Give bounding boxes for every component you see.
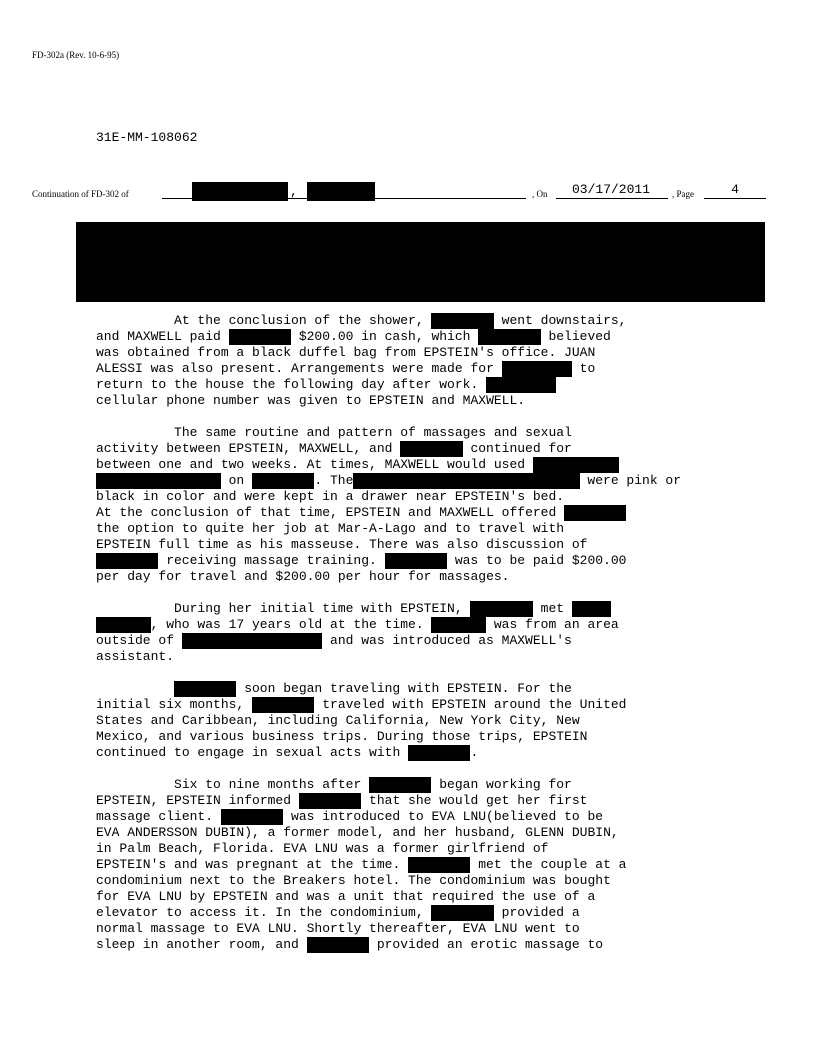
text-run: began working for (431, 777, 572, 792)
text-line (96, 681, 756, 697)
paragraph (96, 601, 756, 665)
text-line (96, 921, 756, 937)
text-run: . (470, 745, 479, 760)
text-line (96, 697, 756, 713)
text-run: During her initial time with EPSTEIN, (96, 601, 471, 616)
redaction (307, 937, 369, 953)
text-line (96, 633, 756, 649)
redaction (221, 809, 283, 825)
text-run: States and Caribbean, including California, New York City, New (96, 713, 580, 728)
redaction (252, 697, 314, 713)
text-line (96, 601, 756, 617)
text-run: EPSTEIN full time as his masseuse. There was also discussion of (96, 537, 588, 552)
paragraph (96, 681, 756, 761)
text-run: went downstairs, (493, 313, 627, 328)
redaction (252, 473, 314, 489)
redaction (96, 617, 151, 633)
text-run: met (532, 601, 572, 616)
redaction (400, 441, 462, 457)
subject-comma: , (290, 184, 298, 199)
text-run: $200.00 in cash, which (291, 329, 479, 344)
paragraph (96, 777, 756, 953)
text-run: EPSTEIN, EPSTEIN informed (96, 793, 299, 808)
text-line (96, 713, 756, 729)
text-line (96, 521, 756, 537)
file-number: 31E-MM-108062 (96, 130, 198, 145)
text-run: believed (540, 329, 611, 344)
text-run: provided a (493, 905, 580, 920)
paragraph (96, 425, 756, 585)
text-line (96, 441, 756, 457)
text-line (96, 361, 756, 377)
report-body (96, 313, 756, 969)
page-label: , Page (672, 189, 694, 199)
text-run: Six to nine months after (96, 777, 370, 792)
text-line (96, 329, 756, 345)
text-line (96, 489, 756, 505)
text-line (96, 873, 756, 889)
text-line (96, 393, 756, 409)
text-run: assistant. (96, 649, 175, 664)
text-line (96, 825, 756, 841)
text-run: Mexico, and various business trips. During those trips, EPSTEIN (96, 729, 588, 744)
text-line (96, 457, 756, 473)
redaction (478, 329, 540, 345)
text-run: At the conclusion of that time, EPSTEIN and MAXWELL offered (96, 505, 565, 520)
text-line (96, 729, 756, 745)
text-line (96, 617, 756, 633)
redaction (431, 617, 486, 633)
redaction (533, 457, 619, 473)
text-run: to (571, 361, 596, 376)
redaction (369, 777, 431, 793)
text-run: initial six months, (96, 697, 253, 712)
redaction (502, 361, 572, 377)
text-run: between one and two weeks. At times, MAXWELL would used (96, 457, 533, 472)
on-label: , On (532, 189, 548, 199)
text-run: black in color and were kept in a drawer near EPSTEIN's bed. (96, 489, 565, 504)
text-run: was to be paid $200.00 (447, 553, 627, 568)
text-line (96, 425, 756, 441)
text-run: per day for travel and $200.00 per hour for massages. (96, 569, 510, 584)
text-run: activity between EPSTEIN, MAXWELL, and (96, 441, 401, 456)
redaction (431, 313, 493, 329)
redaction (408, 857, 470, 873)
redaction (229, 329, 291, 345)
text-line (96, 377, 756, 393)
text-run: were pink or (579, 473, 682, 488)
redaction (564, 505, 626, 521)
text-run: At the conclusion of the shower, (96, 313, 432, 328)
text-run: EPSTEIN's and was pregnant at the time. (96, 857, 409, 872)
redaction (470, 601, 532, 617)
text-run: met the couple at a (470, 857, 627, 872)
text-run: receiving massage training. (158, 553, 385, 568)
text-line (96, 905, 756, 921)
text-run: was obtained from a black duffel bag from EPSTEIN's office. JUAN (96, 345, 596, 360)
text-run: that she would get her first (361, 793, 588, 808)
text-run: elevator to access it. In the condominium, (96, 905, 432, 920)
text-line (96, 473, 756, 489)
text-line (96, 553, 756, 569)
redaction (408, 745, 470, 761)
redaction (486, 377, 556, 393)
redaction (385, 553, 447, 569)
page-number: 4 (731, 182, 739, 197)
text-run: for EVA LNU by EPSTEIN and was a unit that required the use of a (96, 889, 596, 904)
redaction (192, 182, 288, 201)
text-line (96, 313, 756, 329)
text-line (96, 857, 756, 873)
text-run: and MAXWELL paid (96, 329, 229, 344)
text-run: soon began traveling with EPSTEIN. For the (236, 681, 572, 696)
text-run: continued for (462, 441, 572, 456)
text-run: ALESSI was also present. Arrangements were made for (96, 361, 502, 376)
text-line (96, 537, 756, 553)
text-run: the option to quite her job at Mar-A-Lago and to travel with (96, 521, 565, 536)
text-run: was from an area (486, 617, 619, 632)
text-run: outside of (96, 633, 182, 648)
text-run: return to the house the following day after work. (96, 377, 487, 392)
text-run: sleep in another room, and (96, 937, 307, 952)
text-run: The same routine and pattern of massages and sexual (96, 425, 572, 440)
text-run: normal massage to EVA LNU. Shortly thereafter, EVA LNU went to (96, 921, 580, 936)
text-run: was introduced to EVA LNU(believed to be (283, 809, 604, 824)
redaction-banner (76, 222, 765, 302)
text-line (96, 889, 756, 905)
continuation-row (32, 182, 772, 204)
text-run: . The (314, 473, 354, 488)
text-run: , who was 17 years old at the time. (150, 617, 432, 632)
redaction (431, 905, 493, 921)
redaction (182, 633, 322, 649)
form-id: FD-302a (Rev. 10-6-95) (32, 50, 120, 60)
text-line (96, 809, 756, 825)
text-line (96, 937, 756, 953)
redaction (174, 681, 236, 697)
text-run: traveled with EPSTEIN around the United (314, 697, 627, 712)
text-line (96, 505, 756, 521)
text-run: in Palm Beach, Florida. EVA LNU was a former girlfriend of (96, 841, 549, 856)
text-line (96, 841, 756, 857)
text-run: massage client. (96, 809, 221, 824)
text-line (96, 649, 756, 665)
report-date: 03/17/2011 (571, 182, 650, 197)
text-run: continued to engage in sexual acts with (96, 745, 409, 760)
redaction (307, 182, 375, 201)
text-line (96, 777, 756, 793)
text-line (96, 745, 756, 761)
text-run (96, 681, 174, 696)
redaction (96, 553, 158, 569)
text-run: provided an erotic massage to (369, 937, 604, 952)
text-run: cellular phone number was given to EPSTEIN and MAXWELL. (96, 393, 526, 408)
redaction (572, 601, 611, 617)
text-run: condominium next to the Breakers hotel. The condominium was bought (96, 873, 611, 888)
text-line (96, 345, 756, 361)
redaction (299, 793, 361, 809)
redaction (96, 473, 221, 489)
text-run: EVA ANDERSSON DUBIN), a former model, and her husband, GLENN DUBIN, (96, 825, 619, 840)
text-line (96, 569, 756, 585)
redaction (353, 473, 579, 489)
text-run: on (220, 473, 253, 488)
text-run: and was introduced as MAXWELL's (322, 633, 572, 648)
paragraph (96, 313, 756, 409)
continuation-label: Continuation of FD-302 of (32, 189, 129, 199)
text-line (96, 793, 756, 809)
